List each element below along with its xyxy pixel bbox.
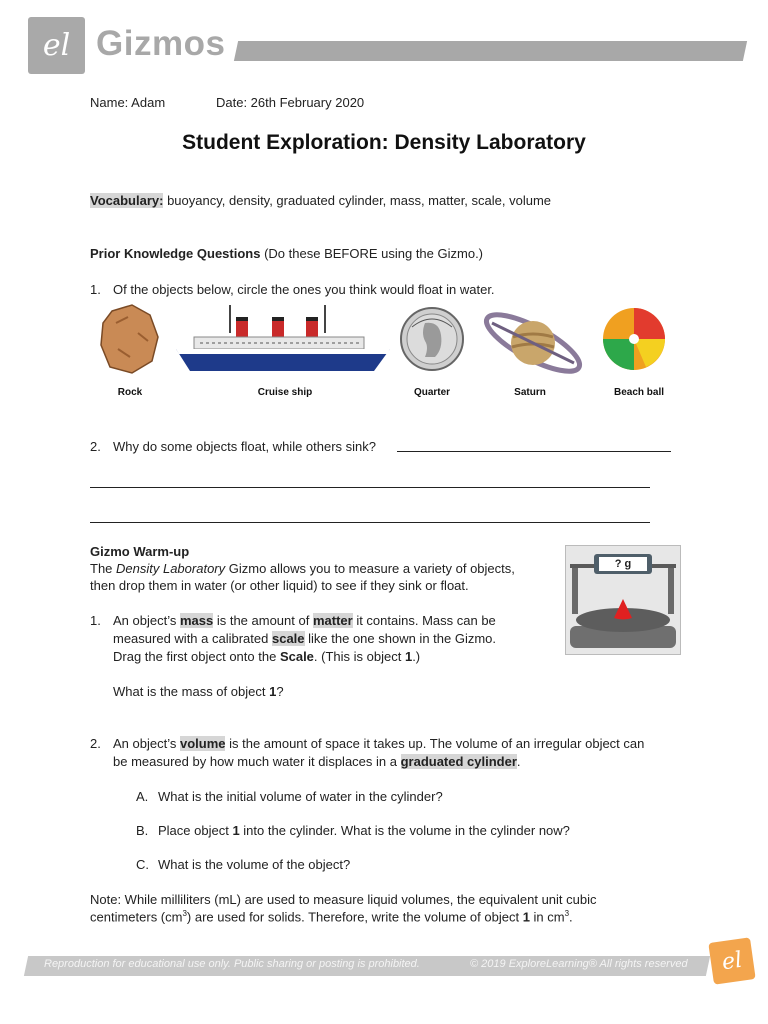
bold-one: 1 <box>522 909 530 925</box>
warmup-q2-number: 2. <box>90 736 101 751</box>
text-segment: like the one shown in the Gizmo. <box>304 631 497 646</box>
text-segment: . (This is object <box>313 649 405 664</box>
text-segment: Drag the first object onto the <box>113 649 280 664</box>
text-segment: centimeters (cm <box>90 909 183 925</box>
footer-logo-glyph: еl <box>720 947 744 975</box>
text-segment: be measured by how much water it displaces in a <box>113 754 401 769</box>
text-segment: it contains. Mass can be <box>352 613 496 628</box>
brand-name: Gizmos <box>96 24 226 63</box>
text-segment: is the amount of <box>213 613 313 628</box>
scale-post-left <box>572 566 578 614</box>
vocabulary-label: Vocabulary: <box>90 193 164 208</box>
text-segment: What is the mass of object <box>113 684 270 699</box>
object-label-cruise-ship: Cruise ship <box>257 387 313 398</box>
sub-a-label: A. <box>136 789 149 804</box>
scale-display: ? g <box>599 557 647 571</box>
bold-one: 1 <box>404 649 413 664</box>
object-label-quarter: Quarter <box>413 387 451 398</box>
student-name: Name: Adam <box>90 95 166 110</box>
term-scale: scale <box>271 631 305 646</box>
warmup-q2-line1 <box>113 736 644 751</box>
text-segment: .) <box>412 649 421 664</box>
warmup-q1-number: 1. <box>90 613 101 628</box>
superscript: 3 <box>564 909 570 918</box>
rock-icon <box>98 303 162 375</box>
scale-post-right <box>668 566 674 614</box>
term-volume: volume <box>179 736 226 751</box>
logo-glyph: еl <box>42 28 71 63</box>
gizmos-logo <box>28 17 85 74</box>
superscript: 3 <box>182 909 187 918</box>
note-line1: Note: While milliliters (mL) are used to measure liquid volumes, the equivalent unit cubic <box>90 892 597 907</box>
sub-b-text <box>158 823 570 838</box>
text-segment: Place object <box>158 823 233 838</box>
warmup-heading: Gizmo Warm-up <box>90 544 190 559</box>
prior-q2-number: 2. <box>90 439 101 454</box>
text-segment: measured with a calibrated <box>113 631 272 646</box>
warmup-q1-line3 <box>113 649 420 664</box>
warmup-intro-line2: then drop them in water (or other liquid) to see if they sink or float. <box>90 578 469 593</box>
term-mass: mass <box>179 613 214 628</box>
text-segment: is the amount of space it takes up. The volume of an irregular object can <box>225 736 645 751</box>
warmup-intro-post: Gizmo allows you to measure a variety of objects, <box>225 561 515 576</box>
beach-ball-icon <box>601 306 667 372</box>
bold-one: 1 <box>269 684 277 699</box>
prior-heading-text: Prior Knowledge Questions <box>90 246 261 261</box>
term-matter: matter <box>312 613 353 628</box>
red-cone-icon <box>613 598 633 620</box>
vocabulary-text: buoyancy, density, graduated cylinder, mass, matter, scale, volume <box>167 193 552 208</box>
sub-c-text: What is the volume of the object? <box>158 857 351 872</box>
scale-image <box>565 545 681 655</box>
bold-one: 1 <box>232 823 240 838</box>
prior-q1-text: Of the objects below, circle the ones you think would float in water. <box>113 282 495 297</box>
warmup-intro <box>90 561 515 576</box>
text-segment: ) are used for solids. Therefore, write the volume of object <box>186 909 523 925</box>
vocabulary <box>90 193 551 208</box>
warmup-q2-line2 <box>113 754 521 769</box>
prior-q1-number: 1. <box>90 282 101 297</box>
sub-a-text: What is the initial volume of water in the cylinder? <box>158 789 443 804</box>
saturn-icon <box>478 303 588 383</box>
bold-scale: Scale <box>279 649 314 664</box>
prior-knowledge-heading <box>90 246 483 261</box>
prior-q2-text: Why do some objects float, while others sink? <box>113 439 377 454</box>
warmup-intro-pre: The <box>90 561 117 576</box>
object-label-rock: Rock <box>117 387 143 398</box>
footer-copyright: © 2019 ExploreLearning® All rights reserved <box>470 958 688 970</box>
quarter-icon <box>399 303 465 375</box>
student-date: Date: 26th February 2020 <box>216 95 365 110</box>
sub-b-label: B. <box>136 823 149 838</box>
text-segment: An object’s <box>113 613 180 628</box>
text-segment: into the cylinder. What is the volume in the cylinder now? <box>239 823 570 838</box>
object-label-beach-ball: Beach ball <box>613 387 665 398</box>
warmup-q1-line1 <box>113 613 496 628</box>
text-segment: An object’s <box>113 736 180 751</box>
text-segment: . <box>569 909 573 925</box>
warmup-intro-title: Density Laboratory <box>116 561 226 576</box>
object-label-saturn: Saturn <box>514 387 546 398</box>
text-segment: ? <box>276 684 284 699</box>
answer-line[interactable] <box>90 522 650 523</box>
text-segment: . <box>516 754 521 769</box>
warmup-q1-ask <box>113 684 284 699</box>
cruise-ship-icon <box>174 303 392 375</box>
text-segment: in cm <box>529 909 565 925</box>
explorelearning-logo <box>708 937 755 984</box>
term-graduated-cylinder: graduated cylinder <box>400 754 517 769</box>
page-title: Student Exploration: Density Laboratory <box>182 131 586 154</box>
note-line2 <box>90 909 573 924</box>
sub-c-label: C. <box>136 857 149 872</box>
footer-disclaimer: Reproduction for educational use only. Public sharing or posting is prohibited. <box>44 958 420 970</box>
warmup-q1-line2 <box>113 631 496 646</box>
answer-line[interactable] <box>397 451 671 452</box>
answer-line[interactable] <box>90 487 650 488</box>
header-bar <box>234 41 747 61</box>
prior-note: (Do these BEFORE using the Gizmo.) <box>264 246 484 261</box>
